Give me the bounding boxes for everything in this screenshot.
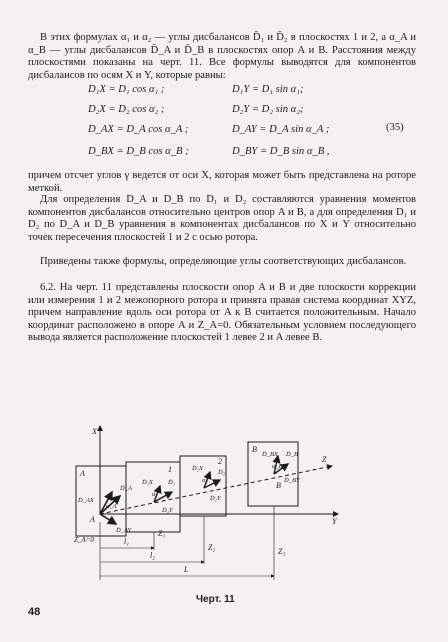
- equation-d2y: D₂Y = D₂ sin α₂;: [232, 104, 304, 115]
- label-day: D̄_AY: [116, 527, 132, 534]
- equation-number: (35): [386, 122, 404, 133]
- label-alpha-b: α_B: [272, 463, 283, 470]
- equation-d2x: D₂X = D₂ cos α₂ ;: [88, 104, 165, 115]
- figure-rotor-planes: [70, 404, 370, 590]
- equation-dby: D_BY = D_B sin α_B ,: [232, 146, 330, 157]
- paragraph-formulas-intro: В этих формулах α₁ и α₂ — углы дисбалансов D̄₁ и D̄₂ в плоскостях 1 и 2, а α_A и α_B — углы дисбалансов D̄_A и D̄_B в плоскостях опор A и B. Расстояния между плоскостями показаны на черт. 11. Все формулы выводятся для компонентов дисбалансов по осям X и Y, которые равны:: [28, 32, 416, 81]
- label-plane-b: B: [252, 445, 257, 454]
- equation-dax: D_AX = D_A cos α_A ;: [88, 124, 189, 135]
- label-alpha-1: α₁: [152, 491, 158, 498]
- page-number: 48: [28, 606, 41, 618]
- label-dby: D̄_BY: [284, 477, 300, 484]
- label-origin-b: B: [276, 481, 281, 490]
- label-plane-a: A: [80, 469, 85, 478]
- label-d2: D̄₂: [218, 469, 225, 476]
- equation-dbx: D_BX = D_B cos α_B ;: [88, 146, 189, 157]
- equation-day: D_AY = D_A sin α_A ;: [232, 124, 330, 135]
- label-y: Y: [332, 517, 337, 526]
- label-z: Z: [322, 455, 327, 464]
- label-d2x: D̄₂X: [192, 465, 203, 472]
- equation-d1y: D₁Y = D₁ sin α₁;: [232, 84, 304, 95]
- label-z3: Z₃: [278, 547, 286, 556]
- label-d2y: D̄₂Y: [210, 495, 221, 502]
- label-alpha-a: α_A: [106, 503, 117, 510]
- label-l1: l₁: [124, 537, 130, 546]
- paragraph-coordinate-system: 6.2. На черт. 11 представлены плоскости опор A и B и две плоскости коррекции или измерения 1 и 2 межопорного ротора и принята правая система координат XYZ, причем направление вдоль оси ротора от A к B считается положительным. Начало координат расположено в опоре A и Z_A=0. Обязательным условием последующего вывода является расположение плоскостей 1 левее 2 и A левее B.: [28, 282, 416, 344]
- axis-z: [100, 466, 332, 514]
- label-x: X: [92, 427, 97, 436]
- label-dbx: D̄_BX: [262, 451, 278, 458]
- label-dax: D̄_AX: [78, 497, 94, 504]
- label-d1: D̄₁: [168, 479, 175, 486]
- label-da: D̄_A: [120, 485, 132, 492]
- paragraph-moment-equations: Для определения D_A и D_B по D₁ и D₂ составляются уравнения моментов компонентов дисбалансов относительно центров опор A и B, а для определения D₁ и D₂ по D_A и D_B уравнения в компонентах дисбалансов по X и Y относительно точек пересечения плоскостей 1 и 2 с осью ротора.: [28, 194, 416, 243]
- label-db: D̄_B: [286, 451, 298, 458]
- label-plane-2: 2: [218, 457, 222, 466]
- label-alpha-2: α₂: [202, 477, 208, 484]
- label-l2: l₂: [150, 551, 156, 560]
- figure-caption: Черт. 11: [196, 594, 235, 605]
- label-origin-a: A: [90, 515, 95, 524]
- label-z1: Z₁: [158, 529, 166, 538]
- paragraph-angle-formulas: Приведены также формулы, определяющие углы соответствующих дисбалансов.: [40, 256, 407, 267]
- label-d1x: D̄₁X: [142, 479, 153, 486]
- label-d1y: D̄₁Y: [162, 507, 173, 514]
- label-l: L: [184, 565, 189, 574]
- paragraph-angle-reference: причем отсчет углов γ ведется от оси X, которая может быть представлена на роторе меткой.: [28, 170, 416, 194]
- equation-d1x: D₁X = D₁ cos α₁ ;: [88, 84, 165, 95]
- label-plane-1: 1: [168, 465, 172, 474]
- label-za: Z_A=0: [74, 536, 94, 544]
- label-z2: Z₂: [208, 543, 216, 552]
